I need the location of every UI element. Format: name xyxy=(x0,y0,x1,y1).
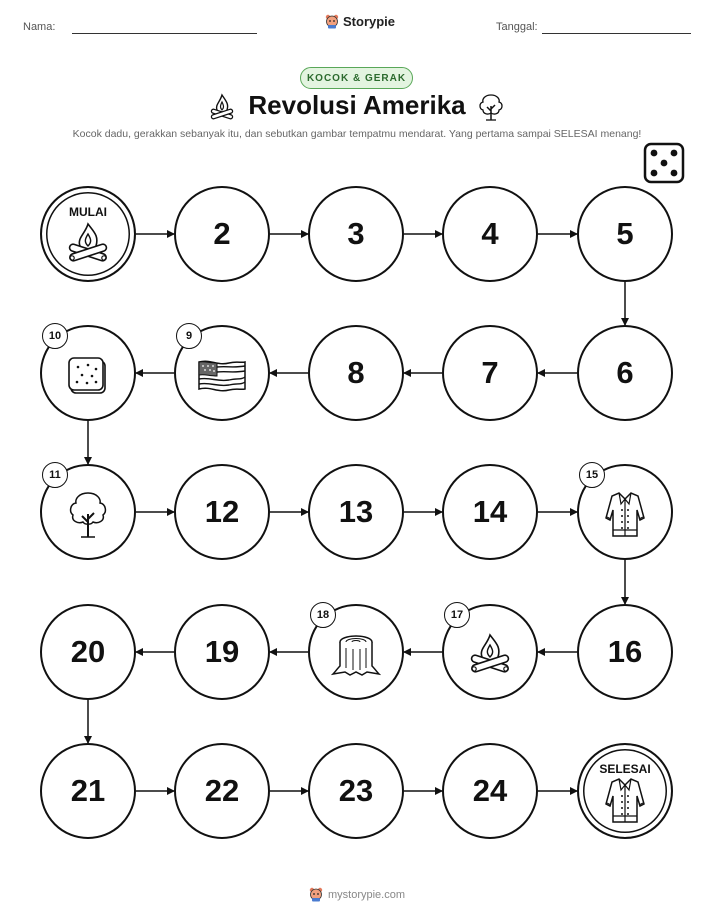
footer xyxy=(0,887,714,902)
space-number: 8 xyxy=(347,355,365,390)
space-number-badge: 10 xyxy=(42,323,68,349)
instructions: Kocok dadu, gerakkan sebanyak itu, dan sebutkan gambar tempatmu mendarat. Yang pertama sampai SELESAI menang! xyxy=(72,128,642,140)
space-number: 14 xyxy=(472,494,508,529)
board-space-19 xyxy=(174,604,270,700)
board-space-8 xyxy=(308,325,404,421)
campfire-icon xyxy=(465,632,515,678)
campfire-icon xyxy=(63,221,113,267)
board-space-2 xyxy=(174,186,270,282)
board-space-24 xyxy=(442,743,538,839)
footer-url[interactable]: mystorypie.com xyxy=(327,888,406,901)
board-space-14 xyxy=(442,464,538,560)
date-label: Tanggal: xyxy=(496,21,538,33)
name-label: Nama: xyxy=(23,21,56,33)
board-space-5 xyxy=(577,186,673,282)
coat-icon xyxy=(602,490,648,540)
flag-icon xyxy=(197,359,247,393)
space-number: 20 xyxy=(70,634,106,669)
space-number-badge: 9 xyxy=(176,323,202,349)
space-number: 24 xyxy=(472,773,508,808)
space-number: 3 xyxy=(347,216,365,251)
board-space-3 xyxy=(308,186,404,282)
space-number: 2 xyxy=(213,216,231,251)
space-number: 23 xyxy=(338,773,374,808)
board-space-7 xyxy=(442,325,538,421)
space-number-badge: 17 xyxy=(444,602,470,628)
start-label: MULAI xyxy=(69,205,107,219)
board-space-13 xyxy=(308,464,404,560)
board-space-16 xyxy=(577,604,673,700)
space-number: 22 xyxy=(204,773,240,808)
cracker-icon xyxy=(66,354,110,398)
page-title: Revolusi Amerika xyxy=(248,90,466,120)
finish-label: SELESAI xyxy=(599,762,651,776)
board-space-23 xyxy=(308,743,404,839)
space-number-badge: 11 xyxy=(42,462,68,488)
board-space-22 xyxy=(174,743,270,839)
brand-name: Storypie xyxy=(343,14,396,29)
board-space-21 xyxy=(40,743,136,839)
activity-badge: KOCOK & GERAK xyxy=(300,67,413,89)
board-space-4 xyxy=(442,186,538,282)
stump-icon xyxy=(331,632,381,678)
finish-space xyxy=(577,743,673,839)
space-number: 5 xyxy=(616,216,634,251)
space-number: 7 xyxy=(481,355,499,390)
space-number: 4 xyxy=(481,216,499,251)
space-number: 16 xyxy=(607,634,643,669)
space-number-badge: 18 xyxy=(310,602,336,628)
storypie-logo-icon xyxy=(309,887,323,902)
board-space-20 xyxy=(40,604,136,700)
space-number: 21 xyxy=(70,773,106,808)
start-space xyxy=(40,186,136,282)
board-space-6 xyxy=(577,325,673,421)
space-number: 12 xyxy=(204,494,240,529)
coat-icon xyxy=(602,776,648,826)
board-space-12 xyxy=(174,464,270,560)
tree-icon xyxy=(65,490,111,540)
space-number: 19 xyxy=(204,634,240,669)
space-number-badge: 15 xyxy=(579,462,605,488)
space-number: 13 xyxy=(338,494,374,529)
space-number: 6 xyxy=(616,355,634,390)
